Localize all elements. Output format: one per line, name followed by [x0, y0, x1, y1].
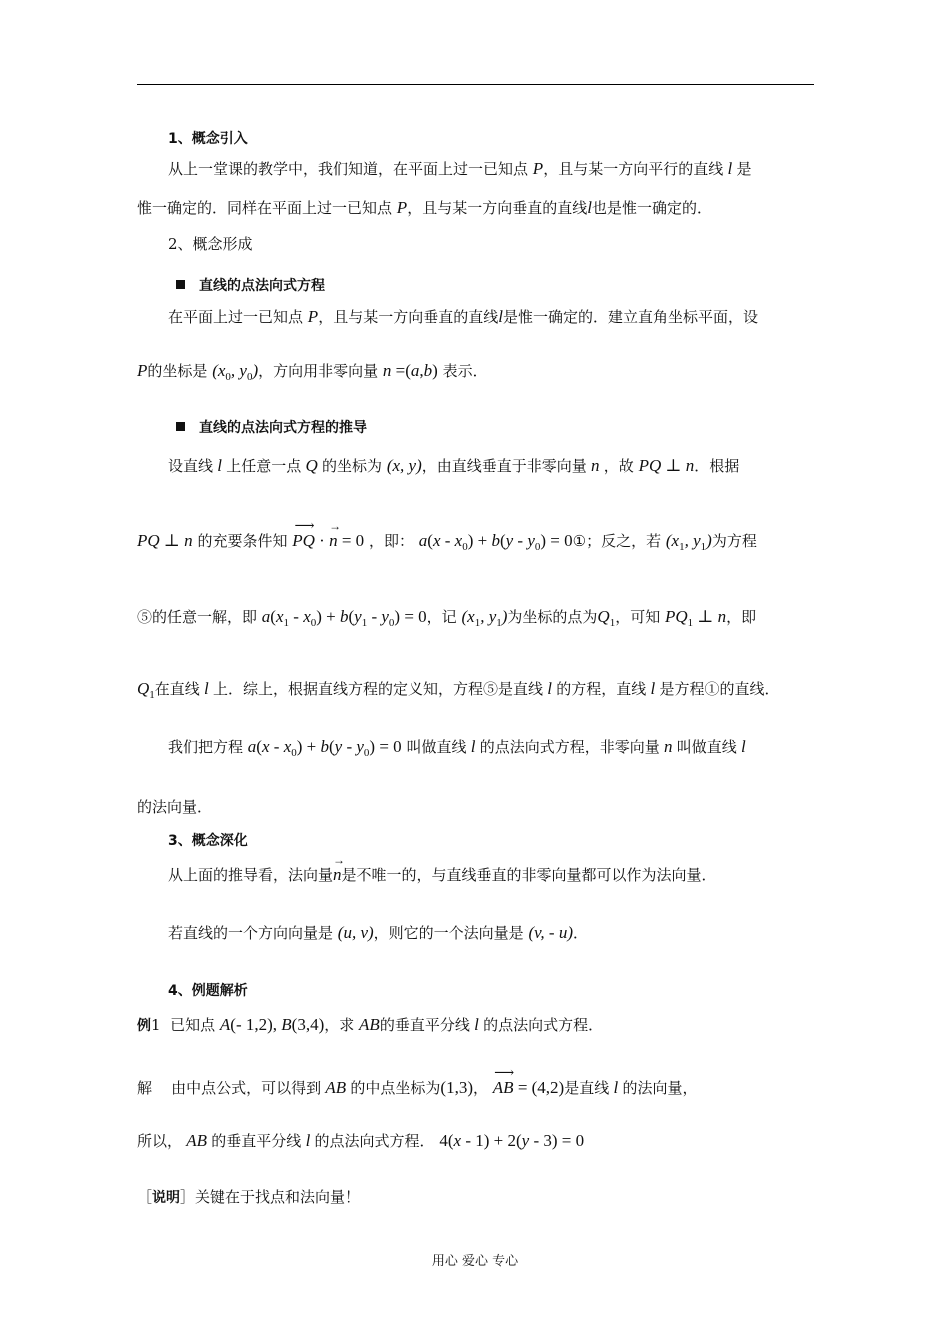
solution-line-2: 所以， AB 的垂直平分线 l 的点法向式方程． 4(x - 1) + 2(y - 3) = 0	[137, 1131, 585, 1150]
section-3-title: 3、概念深化	[168, 833, 248, 849]
example-1: 例1 已知点 A(- 1,2), B(3,4)，求 AB的垂直平分线 l 的点法向式方程．	[137, 1015, 604, 1034]
solution-line-1: 解 由中点公式，可以得到 AB 的中点坐标为(1,3)， ⟶ AB = (4,2)是直线 l 的法向量，	[137, 1077, 698, 1098]
header-rule	[137, 84, 814, 85]
paragraph-3-line-3: ⑤的任意一解，即 $a(x_1 - x_0) + b(y_1 - y_0) = 0$，记 ($x_1$, $y_1$)为坐标的点为$Q_1$，可知 $PQ_1$ ⊥ n，即	[137, 607, 757, 629]
note-line: ［说明］关键在于找点和法向量！	[137, 1188, 361, 1206]
section-4-title: 4、例题解析	[168, 983, 248, 999]
paragraph-3-line-1: 设直线 l 上任意一点 Q 的坐标为 (x, y)，由直线垂直于非零向量 n ，故 PQ ⊥ n．根据	[168, 456, 740, 475]
section-2-title: 2、概念形成	[168, 235, 253, 253]
paragraph-3-line-2: PQ ⊥ n 的充要条件知 ⟶ PQ · → n = 0 ，即： $a(x - x_0) + b(y - y_0)$ = 0①；反之，若 ($x_1$, $y_1$)为方程	[137, 530, 757, 553]
paragraph-1-line-2: 惟一确定的．同样在平面上过一已知点 P，且与某一方向垂直的直线l也是惟一确定的．	[137, 198, 712, 217]
page-footer: 用心 爱心 专心	[431, 1254, 519, 1269]
square-bullet-icon	[176, 422, 185, 431]
paragraph-3-line-4: $Q_1$在直线 l 上．综上，根据直线方程的定义知，方程⑤是直线 l 的方程，直线 l 是方程①的直线．	[137, 679, 780, 701]
section-1-title: 1、概念引入	[168, 131, 248, 147]
paragraph-6: 若直线的一个方向向量是 (u, v)，则它的一个法向量是 (v, - u)．	[168, 923, 589, 942]
paragraph-1-line-1: 从上一堂课的教学中，我们知道，在平面上过一已知点 P，且与某一方向平行的直线 l 是	[168, 159, 752, 178]
bullet-point-normal-form: 直线的点法向式方程	[176, 275, 325, 295]
paragraph-2-line-1: 在平面上过一已知点 P，且与某一方向垂直的直线l是惟一确定的．建立直角坐标平面，设	[168, 307, 758, 326]
paragraph-2-line-2: P的坐标是 ($x_0$, $y_0$)，方向用非零向量 n =(a,b) 表示．	[137, 361, 488, 383]
paragraph-5: 从上面的推导看，法向量→ n是不唯一的，与直线垂直的非零向量都可以作为法向量．	[168, 864, 717, 885]
paragraph-4-line-1: 我们把方程 $a(x - x_0) + b(y - y_0) = 0$ 叫做直线 l 的点法向式方程，非零向量 n 叫做直线 l	[168, 737, 746, 759]
square-bullet-icon	[176, 280, 185, 289]
paragraph-4-line-2: 的法向量．	[137, 798, 213, 816]
bullet-point-derivation: 直线的点法向式方程的推导	[176, 417, 367, 437]
